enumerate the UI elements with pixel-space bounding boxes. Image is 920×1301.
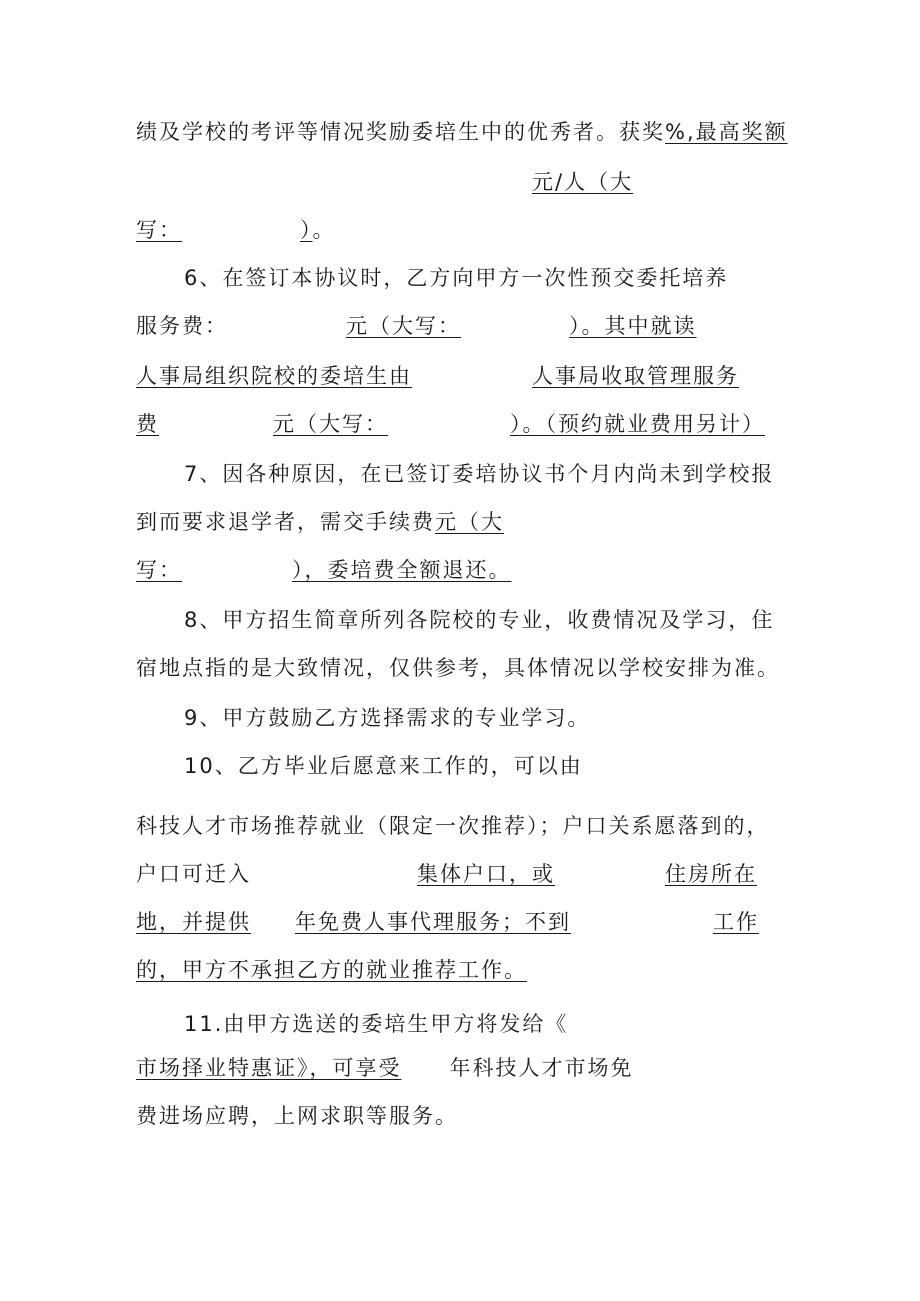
text-line-17 [136,908,759,936]
text-line-14 [184,752,583,780]
text-line-5 [136,312,697,340]
text-line-9 [136,508,504,536]
underlined-text: 的，甲方不承担乙方的就业推荐工作。 [136,958,527,982]
text-segment: 6、在签订本协议时，乙方向甲方一次性预交委托培养 [184,266,729,290]
text-line-13 [184,704,590,732]
text-segment: 10、乙方毕业后愿意来工作的，可以由 [184,754,583,778]
text-segment: 8、甲方招生简章所列各院校的专业，收费情况及学习，住 [184,608,775,632]
underlined-text: 市场择业特惠证》，可享受 [136,1056,402,1080]
text-line-12 [136,654,780,682]
text-line-8 [184,460,774,488]
text-segment: 绩及学校的考评等情况奖励委培生中的优秀者。获奖 [136,120,665,144]
text-line-11 [184,606,774,634]
underlined-text: %,最高奖额 [665,120,788,144]
underlined-text: 费 元（大写： ）。（预约就业费用另计） [136,412,765,436]
text-segment: 到而要求退学者，需交手续费 [136,510,435,534]
underlined-text: 写： ） [136,218,313,242]
text-line-19 [184,1010,568,1038]
text-line-20 [136,1054,634,1082]
text-segment: 9、甲方鼓励乙方选择需求的专业学习。 [184,706,591,730]
text-line-15 [136,812,770,840]
text-segment: 科技人才市场推荐就业（限定一次推荐）；户口关系愿落到的， [136,814,770,838]
underlined-text: 地，并提供 年免费人事代理服务；不到 工作 [136,910,759,934]
underlined-text: 集体户口，或 住房所在 [417,862,757,886]
text-segment: 。 [312,218,336,242]
text-line-16 [136,860,757,888]
underlined-text: 人事局组织院校的委培生由 人事局收取管理服务 [136,364,739,388]
text-line-3 [136,216,336,244]
text-line-1 [136,118,788,146]
text-segment: 服务费： [136,314,228,338]
text-line-10 [136,556,512,584]
underlined-text: 写： ），委培费全额退还。 [136,558,512,582]
text-line-21 [136,1102,458,1130]
text-segment: 7、因各种原因，在已签订委培协议书个月内尚未到学校报 [184,462,775,486]
underlined-text: 元（大 [435,510,504,534]
text-line-7 [136,410,765,438]
text-segment: 年科技人才市场免 [449,1056,634,1080]
underlined-text: 元/人（大 [532,170,634,194]
text-line-2 [136,168,633,196]
text-line-18 [136,956,527,984]
text-segment: 11.由甲方选送的委培生甲方将发给《 [184,1012,569,1036]
text-segment: 费进场应聘，上网求职等服务。 [136,1104,458,1128]
text-line-4 [184,264,728,292]
text-segment: 户口可迁入 [136,862,251,886]
text-line-6 [136,362,739,390]
text-segment: 宿地点指的是大致情况，仅供参考，具体情况以学校安排为准。 [136,656,780,680]
underlined-text: 元（大写： ）。其中就读 [346,314,697,338]
